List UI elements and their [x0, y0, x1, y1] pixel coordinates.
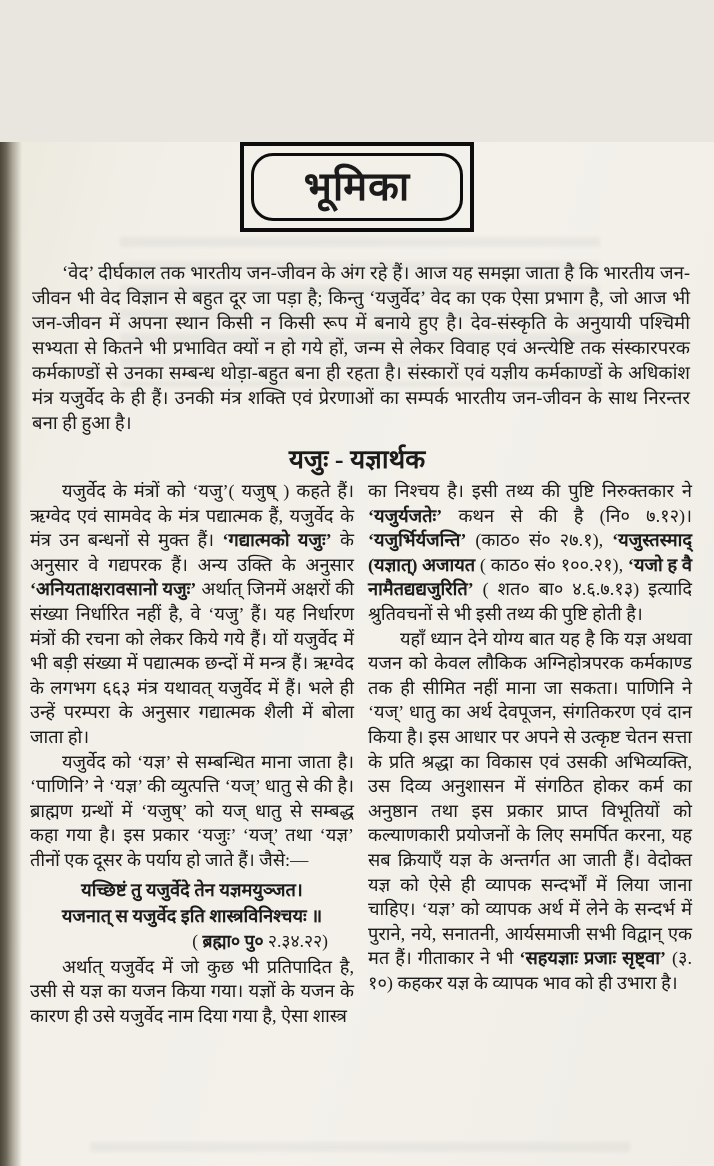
title-box: [240, 142, 474, 232]
left-paragraph-1: [30, 479, 354, 750]
text-run: ( काठ० सं० १००.२१),: [475, 554, 628, 575]
text-run: ( शत० बा० ४.६.७.१३) इत्यादि श्रुतिवचनों से भी इसी तथ्य की पुष्टि होती है।: [368, 579, 692, 624]
text-run: कथन से की है (नि० ७.१२)।: [442, 505, 692, 526]
page-title: भूमिका: [303, 164, 411, 209]
left-paragraph-2: यजुर्वेद को ‘यज्ञ’ से सम्बन्धित माना जाता है। ‘पाणिनि’ ने ‘यज्ञ’ की व्युत्पत्ति ‘यज्’ धातु से की है। ब्राह्मण ग्रन्थों में ‘यजुष्’ को यज् धातु से सम्बद्ध कहा गया है। इस प्रकार ‘यजुः’ ‘यज्’ तथा ‘यज्ञ’ तीनों एक दूसर के पर्याय हो जाते हैं। जैसे:—: [30, 751, 354, 870]
text-run-bold: ‘यजुर्यजतेः’: [368, 505, 443, 526]
spine-shadow: [0, 142, 22, 1166]
text-run: यहाँ ध्यान देने योग्य बात यह है कि यज्ञ अथवा यजन को केवल लौकिक अग्निहोत्रपरक कर्मकाण्ड तक ही सीमित नहीं माना जा सकता। पाणिनि ने ‘यज्’ धातु का अर्थ देवपूजन, संगतिकरण एवं दान किया है। इस आधार पर अपने से उत्कृष्ट चेतन सत्ता के प्रति श्रद्धा का विकास एवं उसकी अभिव्यक्ति, उस दिव्य अनुशासन में संगठित होकर कर्म का अनुष्ठान तथा इस प्रकार प्राप्त विभूतियों को कल्याणकारी प्रयोजनों के लिए समर्पित करना, यह सब क्रियाएँ यज्ञ के अन्तर्गत आ जाती हैं। वेदोक्त यज्ञ को ऐसे ही व्यापक सन्दर्भों में लिया जाना चाहिए। ‘यज्ञ’ को व्यापक अर्थ में लेने के सन्दर्भ में पुराने, नये, सनातनी, आर्यसमाजी सभी विद्वान् एक मत हैं। गीताकार ने भी: [368, 628, 692, 969]
title-box-inner-border: [251, 153, 463, 221]
book-page: [0, 142, 714, 1166]
text-run: अर्थात् जिनमें अक्षरों की संख्या निर्धारित नहीं है, वे ‘यजु’ हैं। यह निर्धारण मंत्रों की रचना को लेकर किये गये हैं। यों यजुर्वेद में भी बड़ी संख्या में पद्यात्मक छन्दों में मन्त्र हैं। ऋग्वेद के लगभग ६६३ मंत्र यथावत् यजुर्वेद में हैं। भले ही उन्हें परम्परा के अनुसार गद्यात्मक शैली में बोला जाता हो।: [30, 579, 354, 747]
text-run-bold: ‘यजुस्तस्माद् (यज्ञात्) अजायत: [368, 530, 692, 575]
verse-line-1: यच्छिष्टं तु यजुर्वेदे तेन यज्ञमयुञ्जत।: [81, 879, 303, 900]
left-paragraph-3: अर्थात् यजुर्वेद में जो कुछ भी प्रतिपादित है, उसी से यज्ञ का यजन किया गया। यज्ञों के यजन के कारण ही उसे यजुर्वेद नाम दिया गया है, ऐसा शास्त्र: [30, 956, 354, 1026]
section-heading: यजुः - यज्ञार्थक: [288, 445, 426, 474]
text-run-bold: ‘गद्यात्मको यजुः’: [222, 530, 332, 551]
right-column: [368, 479, 692, 1028]
verse-citation: [30, 929, 354, 953]
text-run-bold: ‘अनियताक्षरावसानो यजुः’: [30, 579, 197, 600]
right-paragraph-1: [368, 479, 692, 627]
left-column: [30, 479, 354, 1028]
text-run: का निश्चय है। इसी तथ्य की पुष्टि निरुक्तकार ने: [368, 481, 692, 501]
text-run: (: [192, 930, 203, 951]
text-run-bold: ‘सहयज्ञाः प्रजाः सृष्ट्वा’: [519, 948, 666, 969]
text-run: के अनुसार वे गद्यपरक हैं। अन्य उक्ति के अनुसार: [30, 530, 355, 575]
text-run-bold: ‘यजो ह वै नामैतद्यद्यजुरिति’: [368, 554, 692, 600]
text-run-bold: ‘यजुर्भिर्यजन्ति’: [368, 530, 467, 551]
bleed-through-ghost-text: [90, 1142, 630, 1162]
verse-line-2: यजनात् स यजुर्वेद इति शास्त्रविनिश्चयः ॥: [61, 905, 323, 926]
two-column-body: [30, 479, 692, 1028]
sanskrit-verse: [30, 877, 354, 953]
text-run: यजुर्वेद के मंत्रों को ‘यजु’( यजुष् ) कहते हैं। ऋग्वेद एवं सामवेद के मंत्र पद्यात्मक हैं, यजुर्वेद के मंत्र उन बन्धनों से मुक्त हैं।: [30, 481, 354, 551]
text-run: (३. १०) कहकर यज्ञ के व्यापक भाव को ही उभारा है।: [368, 948, 693, 993]
text-run-bold: ब्रह्मा० पु०: [202, 930, 264, 951]
text-run: (काठ० सं० २७.१),: [466, 530, 613, 551]
right-paragraph-2: [368, 627, 692, 996]
intro-paragraph: ‘वेद’ दीर्घकाल तक भारतीय जन-जीवन के अंग रहे हैं। आज यह समझा जाता है कि भारतीय जन-जीवन भी वेद विज्ञान से बहुत दूर जा पड़ा है; किन्तु ‘यजुर्वेद’ वेद का एक ऐसा प्रभाग है, जो आज भी जन-जीवन में अपना स्थान किसी न किसी रूप में बनाये हुए है। देव-संस्कृति के अनुयायी पश्चिमी सभ्यता से कितने भी प्रभावित क्यों न हो गये हों, जन्म से लेकर विवाह एवं अन्त्येष्टि तक संस्कारपरक कर्मकाण्डों से उनका सम्बन्ध थोड़ा-बहुत बना ही रहता है। संस्कारों एवं यज्ञीय कर्मकाण्डों के अधिकांश मंत्र यजुर्वेद के ही हैं। उनकी मंत्र शक्ति एवं प्रेरणाओं का सम्पर्क भारतीय जन-जीवन के साथ निरन्तर बना ही हुआ है।: [32, 264, 690, 434]
text-run: २.३४.२२): [263, 930, 328, 951]
